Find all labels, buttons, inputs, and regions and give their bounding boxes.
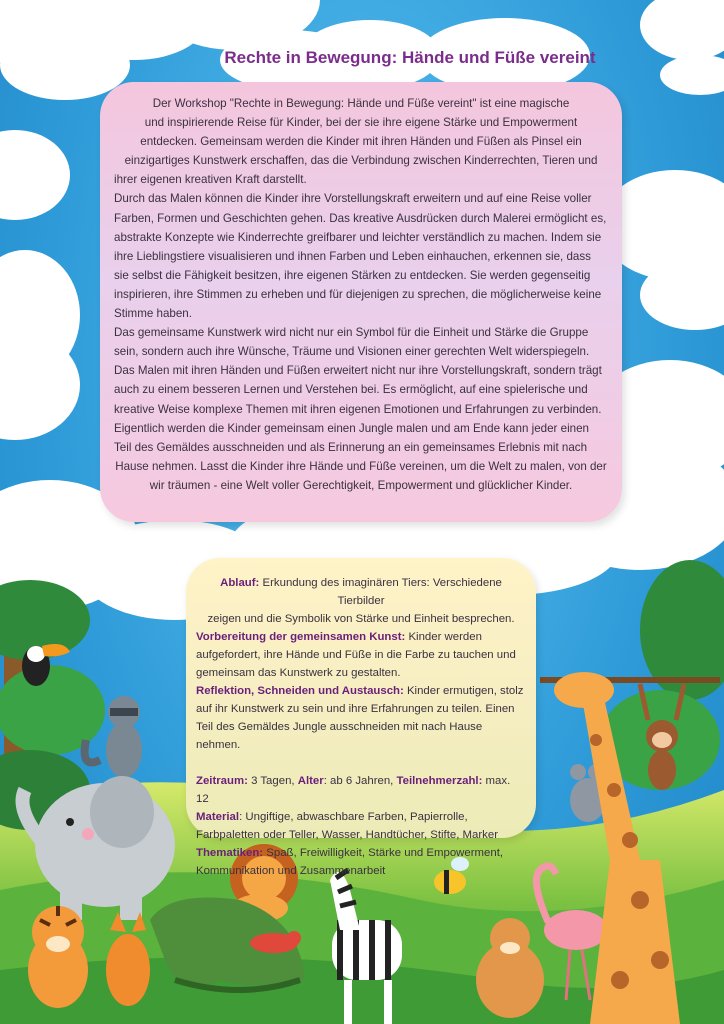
ablauf-text: Erkundung des imaginären Tiers: Verschiedene Tierbilder (259, 577, 502, 607)
intro-box (100, 82, 622, 522)
material-item (196, 808, 526, 844)
teilnehmer-value: max. 12 (196, 775, 511, 805)
alter-value: : ab 6 Jahren, (323, 775, 397, 787)
tiger-icon (28, 906, 88, 1008)
teilnehmer-label: Teilnehmerzahl: (396, 775, 483, 787)
ablauf-label: Ablauf: (220, 577, 260, 589)
intro-paragraph-3: Das gemeinsame Kunstwerk wird nicht nur ein Symbol für die Einheit und Stärke die Gruppe sein, sondern auch ihre Wünsche, Träume und Visionen einer gerechten Welt widerspiegeln. Das Malen mit ihren Händen und Füßen erweitert nicht nur ihre Vorstellungskraft, sondern trägt auch zu einem besseren Lernen und Verstehen bei. Es ermöglicht, auf eine spielerische und kreative Weise komplexe Themen mit ihren eigenen Emotionen und Erfahrungen zu verbinden. Eigentlich werden die Kinder gemeinsam einen Jungle malen und am Ende kann jeder einen Teil des Gemäldes ausschneiden und als Erinnerung an ein gemeinsames Erlebnis mit nach (114, 326, 602, 454)
reflektion-label: Reflektion, Schneiden und Austausch: (196, 685, 404, 697)
vorbereitung-item (196, 628, 526, 682)
zeitraum-label: Zeitraum: (196, 775, 248, 787)
zeitraum-value: 3 Tagen, (247, 775, 298, 787)
vorbereitung-label: Vorbereitung der gemeinsamen Kunst: (196, 631, 406, 643)
intro-line-4: einzigartiges Kunstwerk erschaffen, das die Verbindung zwischen Kinderrechten, Tieren und (124, 154, 598, 168)
zeitraum-item (196, 772, 526, 808)
intro-line-5: ihrer eigenen kreativen Kraft darstellt. (114, 173, 307, 187)
intro-closing-line-1: Hause nehmen. Lasst die Kinder ihre Hände und Füße vereinen, um die Welt zu malen, von der (115, 459, 607, 473)
intro-line-3: entdecken. Gemeinsam werden die Kinder mit ihren Händen und Füßen als Pinsel ein (140, 135, 582, 149)
alter-label: Alter (297, 775, 324, 787)
reflektion-text: Kinder ermutigen, stolz auf ihr Kunstwerk zu sein und ihre Erfahrungen zu teilen. Einen Teil des Gemäldes Jungle ausschneiden mit nach Hause nehmen. (196, 685, 524, 751)
material-value: : Ungiftige, abwaschbare Farben, Papierrolle, Farbpaletten oder Teller, Wasser, Handtücher, Stifte, Marker (196, 811, 498, 841)
thematiken-value: Spaß, Freiwilligkeit, Stärke und Empowerment, Kommunikation und Zusammenarbeit (196, 847, 504, 877)
ablauf-item (196, 574, 526, 610)
thematiken-item (196, 844, 526, 880)
intro-line-2: und inspirierende Reise für Kinder, bei der sie ihre eigene Stärke und Empowerment (144, 116, 578, 130)
intro-closing-line-2: wir träumen - eine Welt voller Gerechtigkeit, Empowerment und glücklicher Kinder. (149, 478, 573, 492)
material-label: Material (196, 811, 240, 823)
vorbereitung-text: Kinder werden aufgefordert, ihre Hände und Füße in die Farbe zu tauchen und gemeinsam das Kunstwerk zu gestalten. (196, 631, 516, 679)
reflektion-item (196, 682, 526, 754)
info-box (186, 558, 536, 877)
intro-line-1: Der Workshop "Rechte in Bewegung: Hände und Füße vereint" ist eine magische (152, 97, 570, 110)
thematiken-label: Thematiken: (196, 847, 264, 859)
page-title: Rechte in Bewegung: Hände und Füße vereint (224, 48, 596, 67)
ablauf-line-2: zeigen und die Symbolik von Stärke und Einheit besprechen. (207, 613, 515, 625)
intro-paragraph-2: Durch das Malen können die Kinder ihre Vorstellungskraft erweitern und auf eine Reise voller Farben, Formen und Geschichten gehen. Das kreative Ausdrücken durch Malerei ermöglicht es, abstrakte Konzepte wie Kinderrechte greifbarer und leichter verständlich zu machen. Indem sie ihre Lieblingstiere visualisieren und ihnen Farben und Leben einhauchen, erkennen sie, dass sie selbst die Fähigkeit besitzen, ihre eigenen Stärken zu entdecken. Sie werden gegenseitig inspirieren, ihre Stimmen zu erheben und für diejenigen zu sprechen, die möglicherweise keine Stimme haben. (114, 192, 607, 321)
